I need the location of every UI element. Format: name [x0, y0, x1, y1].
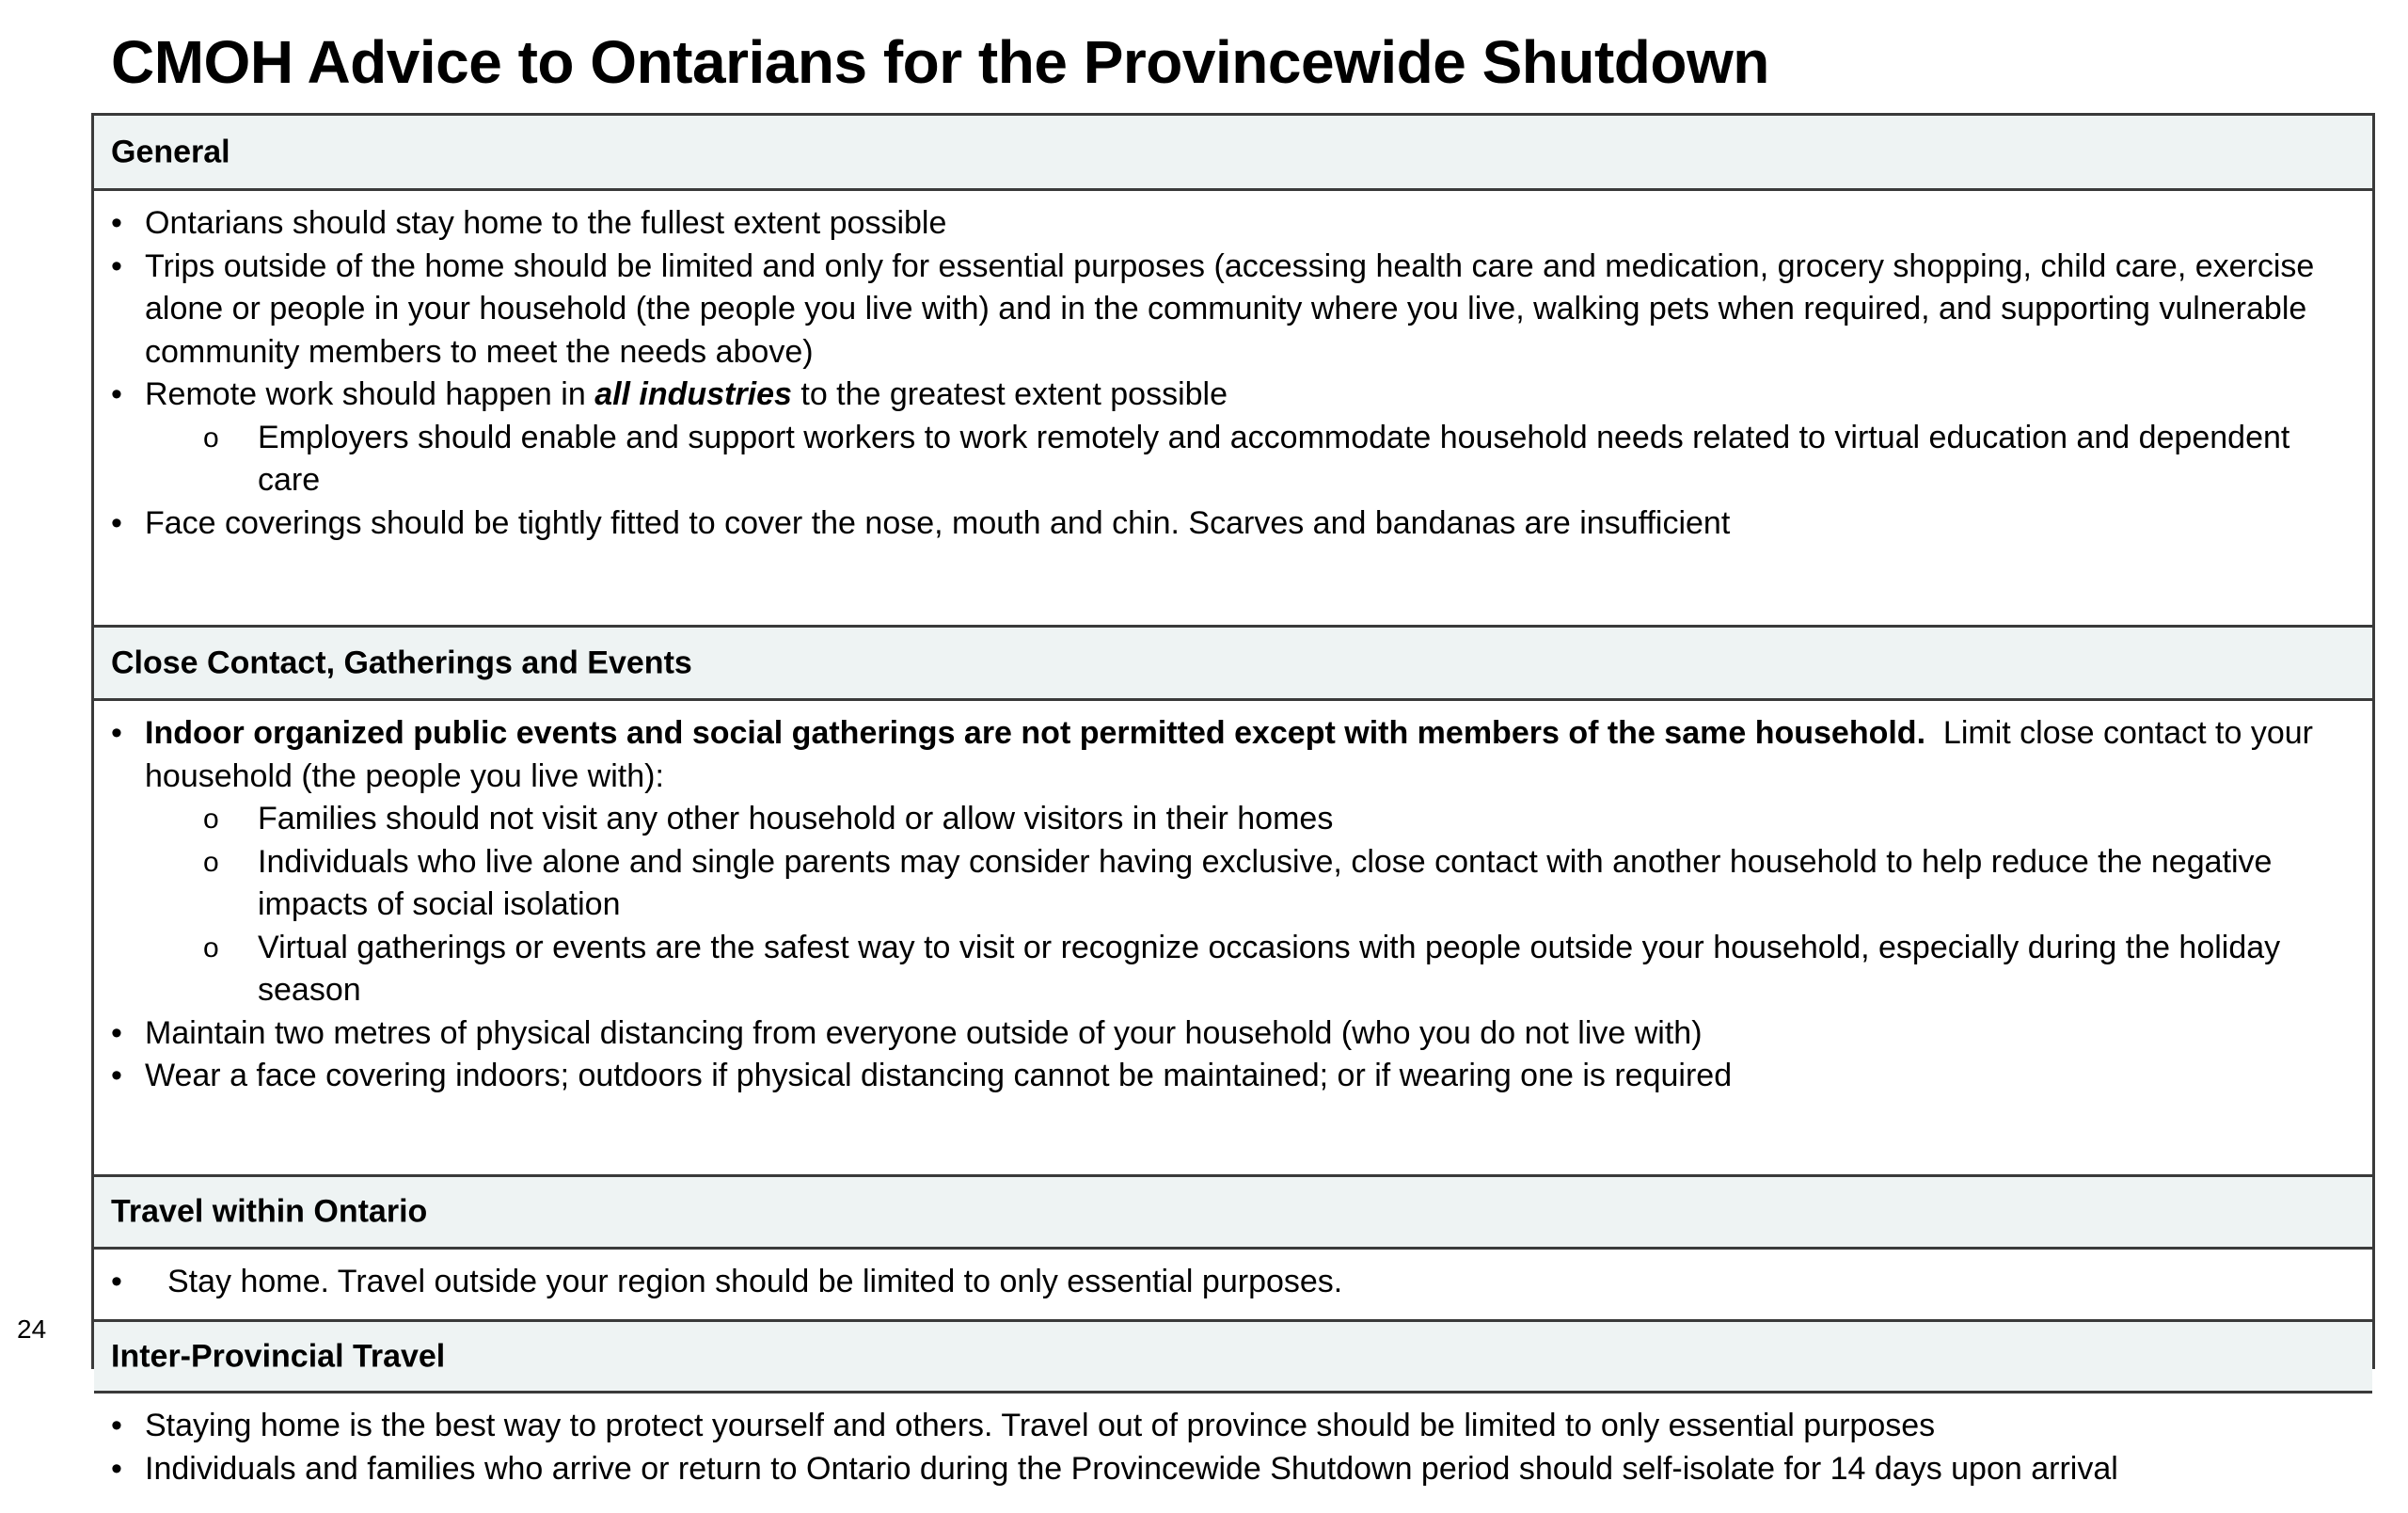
bullet-mark: •: [111, 504, 122, 541]
list-item: • Individuals and families who arrive or return to Ontario during the Provincewide Shutdown period should self-isolate for 14 days upon arrival: [111, 1448, 2344, 1491]
page-number: 24: [17, 1314, 47, 1344]
section-body-travel-ontario: [94, 1247, 2372, 1319]
section-heading: Inter-Provincial Travel: [111, 1338, 446, 1374]
list-item: • Trips outside of the home should be limited and only for essential purposes (accessing health care and medication, grocery shopping, child care, exercise alone or people in your household (the people you live with) and in the community where you live, walking pets when required, and supporting vulnerable community members to meet the needs above): [111, 246, 2344, 374]
bullet-mark: •: [111, 376, 122, 412]
sub-list-item: o Virtual gatherings or events are the safest way to visit or recognize occasions with people outside your household, especially during the holiday season: [111, 927, 2344, 1012]
list-item: • Face coverings should be tightly fitted to cover the nose, mouth and chin. Scarves and bandanas are insufficient: [111, 502, 2344, 546]
bullet-mark: •: [111, 715, 122, 751]
list-item: • Staying home is the best way to protect yourself and others. Travel out of province should be limited to only essential purposes: [111, 1405, 2344, 1448]
bullet-mark: •: [111, 247, 122, 284]
section-header-general: [94, 116, 2372, 188]
bold-text: Indoor organized public events and social gatherings are not permitted except with members of the same household.: [145, 715, 1926, 751]
section-heading: Close Contact, Gatherings and Events: [111, 645, 692, 680]
sub-bullet-mark: o: [203, 846, 219, 878]
list-item: • Ontarians should stay home to the fullest extent possible: [111, 202, 2344, 246]
section-header-inter-provincial: [94, 1319, 2372, 1391]
list-item: • Remote work should happen in all industries to the greatest extent possible: [111, 374, 2344, 417]
list-item: • Wear a face covering indoors; outdoors if physical distancing cannot be maintained; or if wearing one is required: [111, 1055, 2344, 1098]
sub-bullet-mark: o: [203, 804, 219, 835]
bullet-mark: •: [111, 205, 122, 241]
sub-bullet-mark: o: [203, 932, 219, 964]
bullet-mark: •: [111, 1014, 122, 1051]
sub-list-item: o Employers should enable and support workers to work remotely and accommodate household needs related to virtual education and dependent care: [111, 417, 2344, 502]
section-body-general: [94, 188, 2372, 625]
section-body-inter-provincial: [94, 1391, 2372, 1513]
bullet-mark: •: [111, 1264, 122, 1299]
bullet-mark: •: [111, 1408, 122, 1443]
sub-list-item: o Individuals who live alone and single parents may consider having exclusive, close contact with another household to help reduce the negative impacts of social isolation: [111, 841, 2344, 927]
section-header-close-contact: [94, 625, 2372, 698]
emphasis-text: all industries: [594, 376, 792, 412]
section-heading: General: [111, 134, 230, 169]
bullet-mark: •: [111, 1058, 122, 1093]
section-body-close-contact: [94, 698, 2372, 1174]
bullet-mark: •: [111, 1450, 122, 1487]
list-item: • Stay home. Travel outside your region should be limited to only essential purposes.: [111, 1261, 2344, 1304]
advice-table: [91, 113, 2375, 1487]
page-title: CMOH Advice to Ontarians for the Provincewide Shutdown: [111, 28, 1769, 96]
section-heading: Travel within Ontario: [111, 1193, 428, 1230]
sub-bullet-mark: o: [203, 422, 219, 454]
list-item: • Indoor organized public events and social gatherings are not permitted except with members of the same household. Limit close contact to your household (the people you live with):: [111, 712, 2344, 798]
sub-list-item: o Families should not visit any other household or allow visitors in their homes: [111, 798, 2344, 841]
section-header-travel-ontario: [94, 1174, 2372, 1247]
list-item: • Maintain two metres of physical distancing from everyone outside of your household (who you do not live with): [111, 1012, 2344, 1056]
